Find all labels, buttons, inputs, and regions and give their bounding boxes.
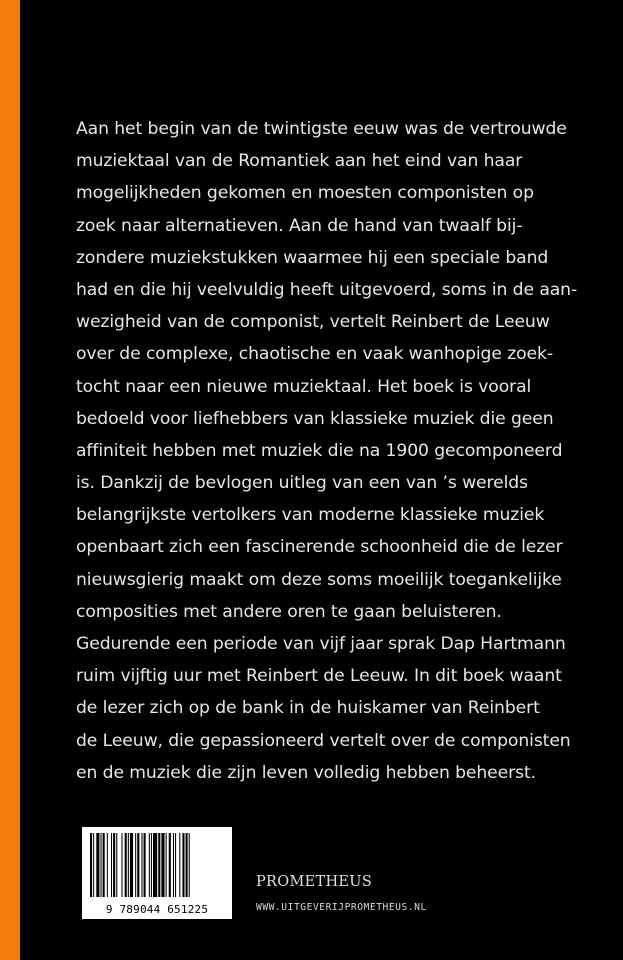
barcode-bar [130, 833, 133, 897]
blurb-line: affiniteit hebben met muziek die na 1900 gecomponeerd [76, 440, 563, 461]
blurb-line: tocht naar een nieuwe muziektaal. Het boek is vooral [76, 376, 532, 397]
barcode-bar [113, 833, 115, 897]
barcode-bar [103, 833, 105, 897]
blurb-line: zondere muziekstukken waarmee hij een speciale band [76, 247, 549, 268]
barcode-bar [169, 833, 171, 897]
blurb-line: Aan het begin van de twintigste eeuw was de vertrouwde [76, 119, 567, 139]
barcode-bar [179, 833, 180, 897]
publisher-url: WWW.UITGEVERIJPROMETHEUS.NL [256, 902, 427, 913]
isbn-barcode [82, 827, 232, 919]
barcode-bar [96, 833, 99, 897]
barcode-bar [101, 833, 102, 897]
blurb-line: over de complexe, chaotische en vaak wanhopige zoek- [76, 344, 553, 365]
barcode-bar [158, 833, 160, 897]
blurb-line: belangrijkste vertolkers van moderne klassieke muziek [76, 505, 545, 526]
barcode-bar [186, 833, 188, 897]
barcode-bar [137, 833, 139, 897]
back-cover-blurb [76, 113, 616, 789]
blurb-line: bedoeld voor liefhebbers van klassieke muziek die geen [76, 408, 554, 429]
barcode-bar [141, 833, 142, 897]
barcode-bar [122, 833, 123, 897]
blurb-line: de Leeuw, die gepassioneerd vertelt over de componisten [76, 730, 571, 751]
blurb-line: composities met andere oren te gaan beluisteren. [76, 601, 502, 622]
barcode-bar [166, 833, 167, 897]
blurb-line: openbaart zich een fascinerende schoonheid die de lezer [76, 537, 563, 558]
barcode-bar [182, 833, 184, 897]
barcode-bar [173, 833, 174, 897]
blurb-line: zoek naar alternatieven. Aan de hand van twaalf bij- [76, 215, 523, 236]
blurb-line: wezigheid van de componist, vertelt Reinbert de Leeuw [76, 312, 550, 333]
barcode-bar [149, 833, 150, 897]
barcode-bar [144, 833, 146, 897]
barcode-bar [116, 833, 117, 897]
barcode-bar [111, 833, 112, 897]
blurb-line: is. Dankzij de bevlogen uitleg van een van ’s werelds [76, 473, 528, 494]
barcode-bar [90, 833, 92, 897]
blurb-line: de lezer zich op de bank in de huiskamer van Reinbert [76, 698, 540, 719]
barcode-bars [90, 833, 224, 897]
barcode-bar [151, 833, 152, 897]
barcode-bar [93, 833, 94, 897]
barcode-bar [153, 833, 157, 897]
barcode-bar [107, 833, 108, 897]
blurb-line: ruim vijftig uur met Reinbert de Leeuw. In dit boek waant [76, 666, 562, 687]
blurb-line: en de muziek die zijn leven volledig hebben beheerst. [76, 762, 536, 783]
barcode-bar [128, 833, 129, 897]
blurb-line: had en die hij veelvuldig heeft uitgevoerd, soms in de aan- [76, 279, 578, 300]
orange-spine-strip [0, 0, 20, 960]
barcode-bar [175, 833, 176, 897]
blurb-line: mogelijkheden gekomen en moesten componisten op [76, 183, 534, 204]
blurb-line: Gedurende een periode van vijf jaar sprak Dap Hartmann [76, 634, 566, 654]
blurb-line: nieuwsgierig maakt om deze soms moeilijk toegankelijke [76, 569, 562, 590]
isbn-number: 9 789044 651225 [105, 903, 209, 916]
barcode-bar [125, 833, 127, 897]
barcode-bar [135, 833, 136, 897]
blurb-line: muziektaal van de Romantiek aan het eind van haar [76, 151, 523, 172]
barcode-bar [189, 833, 190, 897]
barcode-bar [161, 833, 164, 897]
publisher-logo: PROMETHEUS [256, 874, 373, 890]
